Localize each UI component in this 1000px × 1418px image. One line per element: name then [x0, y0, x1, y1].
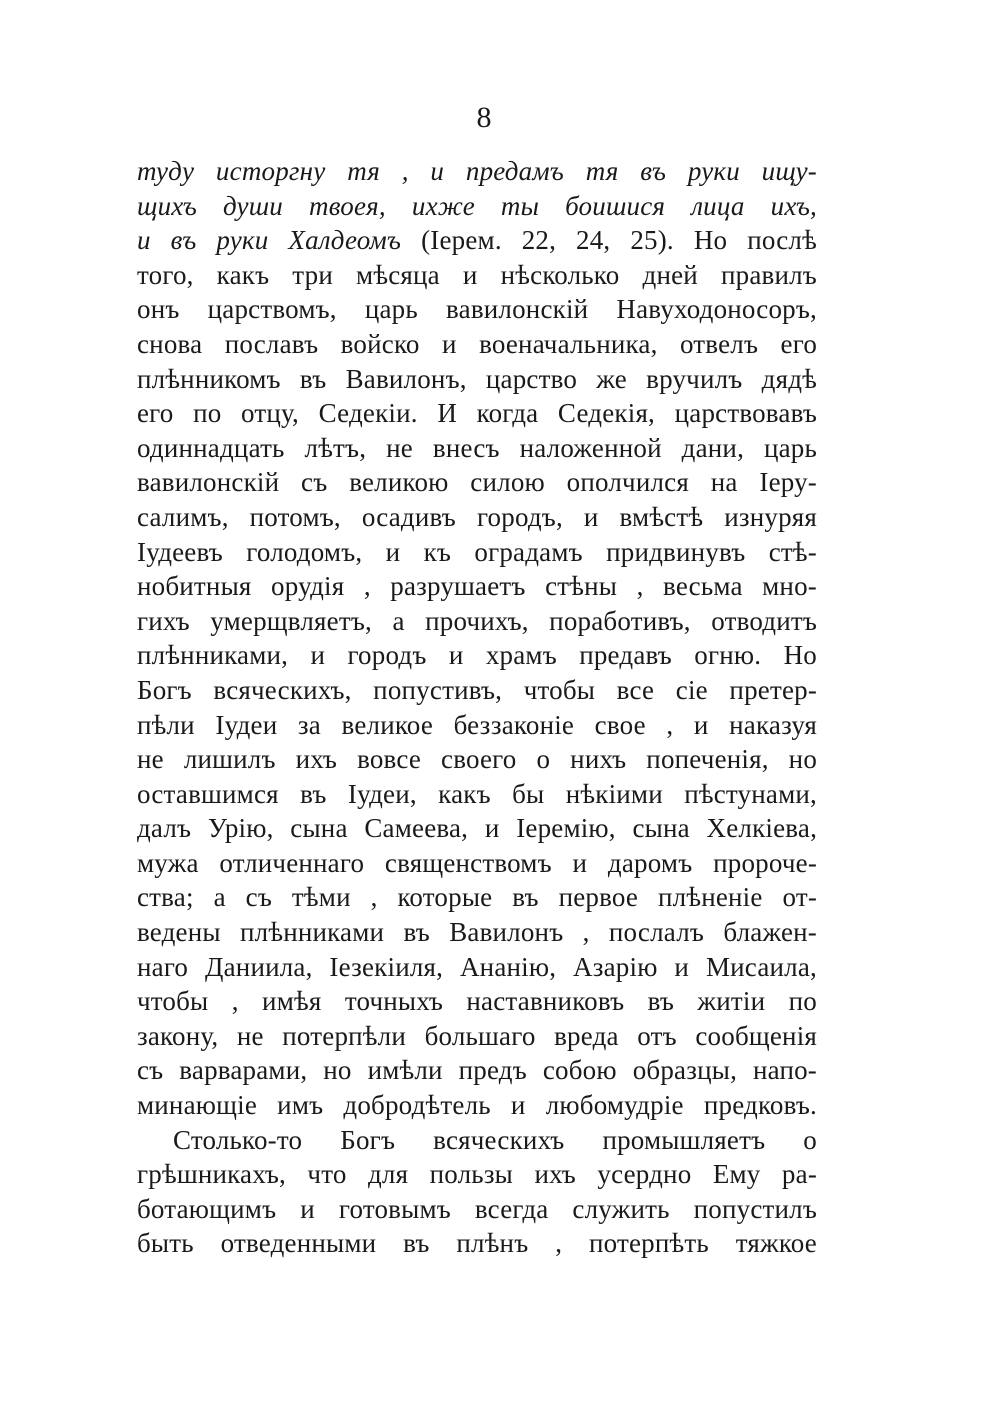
text-line	[137, 362, 817, 397]
text-segment: съ варварами, но имѣли предъ собою образцы, напо-	[137, 1055, 817, 1086]
text-segment: Столько-то Богъ всяческихъ промышляетъ о	[173, 1124, 817, 1155]
text-line	[137, 638, 817, 673]
text-line	[137, 1053, 817, 1088]
text-line	[137, 223, 817, 258]
text-line	[137, 189, 817, 224]
text-line	[137, 465, 817, 500]
text-segment: мужа отличеннаго священствомъ и даромъ пророче-	[137, 847, 818, 878]
italic-quote-segment: щихъ души твоея, ихже ты боишися лица ихъ,	[137, 190, 817, 221]
text-line	[137, 950, 817, 985]
text-line	[137, 500, 817, 535]
text-line	[137, 1123, 817, 1158]
text-line	[137, 846, 817, 881]
text-segment: далъ Урiю, сына Самеева, и Iеремiю, сына Хелкiева,	[137, 813, 818, 844]
text-segment: чтобы , имѣя точныхъ наставниковъ въ житiи по	[137, 986, 817, 1017]
text-line	[137, 327, 817, 362]
text-segment: снова пославъ войско и военачальника, отвелъ его	[137, 328, 818, 359]
text-line	[137, 915, 817, 950]
text-segment: не лишилъ ихъ вовсе своего о нихъ попеченiя, но	[137, 744, 818, 775]
text-segment: (Iерем. 22, 24, 25). Но послѣ	[421, 225, 817, 256]
text-segment: ства; а съ тѣми , которые въ первое плѣненiе от-	[137, 882, 818, 913]
text-line	[137, 1192, 817, 1227]
text-line	[137, 708, 817, 743]
text-line	[137, 811, 817, 846]
text-line	[137, 258, 817, 293]
text-line	[137, 535, 817, 570]
italic-quote-segment: и въ руки Халдеомъ	[137, 225, 422, 256]
body-text	[137, 154, 817, 1261]
page-number: 8	[476, 101, 492, 134]
text-segment: закону, не потерпѣли большаго вреда отъ сообщенiя	[137, 1020, 818, 1051]
text-segment: плѣнниками, и городъ и храмъ предавъ огню. Но	[137, 640, 817, 671]
text-line	[137, 154, 817, 189]
text-segment: ботающимъ и готовымъ всегда служить попустилъ	[137, 1193, 817, 1224]
text-segment: одиннадцать лѣтъ, не внесъ наложенной дани, царь	[137, 432, 818, 463]
text-segment: оставшимся въ Iудеи, какъ бы нѣкiими пѣстунами,	[137, 778, 817, 809]
text-segment: Богъ всяческихъ, попустивъ, чтобы все сiе претер-	[137, 674, 818, 705]
text-line	[137, 1088, 817, 1123]
text-segment: онъ царствомъ, царь вавилонскiй Навуходоносоръ,	[137, 294, 817, 325]
text-segment: салимъ, потомъ, осадивъ городъ, и вмѣстѣ изнуряя	[137, 501, 818, 532]
text-segment: гихъ умерщвляетъ, а прочихъ, поработивъ, отводитъ	[137, 605, 818, 636]
text-segment: нобитныя орудiя , разрушаетъ стѣны , весьма мно-	[137, 571, 817, 602]
text-segment: грѣшникахъ, что для пользы ихъ усердно Ему ра-	[137, 1159, 818, 1190]
text-line	[137, 396, 817, 431]
text-segment: минающiе имъ добродѣтель и любомудрiе предковъ.	[137, 1090, 817, 1121]
text-line	[137, 431, 817, 466]
text-line	[137, 984, 817, 1019]
text-line	[137, 604, 817, 639]
text-line	[137, 880, 817, 915]
text-segment: быть отведенными въ плѣнъ , потерпѣть тяжкое	[137, 1228, 817, 1259]
text-line	[137, 1226, 817, 1261]
text-line	[137, 742, 817, 777]
text-segment: его по отцу, Седекiи. И когда Седекiя, царствовавъ	[137, 398, 818, 429]
text-line	[137, 1019, 817, 1054]
text-segment: плѣнникомъ въ Вавилонъ, царство же вручилъ дядѣ	[137, 363, 818, 394]
text-segment: того, какъ три мѣсяца и нѣсколько дней правилъ	[137, 259, 817, 290]
italic-quote-segment: тудy исторгнy тя , и предамъ тя въ руки ищу-	[137, 156, 817, 186]
text-line	[137, 569, 817, 604]
text-line	[137, 1157, 817, 1192]
text-segment: пѣли Iудеи за великое беззаконiе свое , и наказуя	[137, 709, 818, 740]
text-segment: ведены плѣнниками въ Вавилонъ , послалъ блажен-	[137, 917, 817, 948]
text-line	[137, 777, 817, 812]
text-segment: наго Даниила, Iезекiиля, Ананiю, Азарiю и Мисаила,	[137, 951, 817, 982]
text-line	[137, 673, 817, 708]
text-segment: Iудеевъ голодомъ, и къ оградамъ придвинувъ стѣ-	[137, 536, 817, 567]
text-line	[137, 292, 817, 327]
text-segment: вавилонскiй съ великою силою ополчился на Iеру-	[137, 467, 818, 498]
